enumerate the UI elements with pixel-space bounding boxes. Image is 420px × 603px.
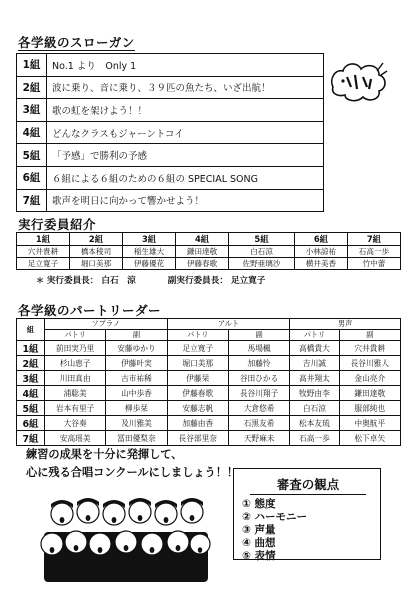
committee-header-row bbox=[17, 233, 401, 246]
sub-header: パトリ bbox=[45, 330, 106, 341]
part-leader-name: 浦聡美 bbox=[45, 386, 106, 401]
part-leader-name: 川田真由 bbox=[45, 371, 106, 386]
committee-member: 小林諒祐 bbox=[294, 246, 347, 258]
committee-leaders bbox=[36, 274, 265, 286]
committee-member: 穴井貴耕 bbox=[17, 246, 70, 258]
part-leader-name: 牧野由李 bbox=[290, 386, 339, 401]
slogan-row bbox=[17, 144, 324, 167]
part-leader-name: 安藤志帆 bbox=[167, 401, 228, 416]
part-leader-name: 安藤ゆかり bbox=[106, 341, 167, 356]
choir-illustration bbox=[40, 492, 212, 584]
alto-header: アルト bbox=[167, 319, 290, 330]
committee-class-header: 2組 bbox=[70, 233, 123, 246]
criteria-item: ③ 声量 bbox=[242, 524, 276, 536]
criteria-item: ② ハーモニー bbox=[242, 511, 308, 523]
criteria-list bbox=[242, 498, 374, 563]
slogan-text: ６組による６組のための６組の SPECIAL SONG bbox=[47, 166, 324, 189]
part-leader-name: 服部純也 bbox=[339, 401, 400, 416]
part-leader-name: 穴井貴耕 bbox=[339, 341, 400, 356]
part-leader-name: 高井翔太 bbox=[290, 371, 339, 386]
part-leader-name: 加藤怜 bbox=[228, 356, 289, 371]
slogan-text: No.1 より Only 1 bbox=[47, 54, 324, 77]
committee-class-header: 3組 bbox=[123, 233, 176, 246]
part-leader-name: 石黒友希 bbox=[228, 416, 289, 431]
slogan-text: 歌の虹を架けよう！！ bbox=[47, 99, 324, 122]
committee-class-header: 7組 bbox=[347, 233, 400, 246]
parts-class-label: 7組 bbox=[17, 431, 45, 446]
committee-member: 伊藤春歌 bbox=[176, 258, 229, 270]
closing-message bbox=[26, 446, 238, 482]
committee-member: 鎌田達敬 bbox=[176, 246, 229, 258]
slogan-class-label: 7組 bbox=[17, 189, 47, 212]
sub-header: パトリ bbox=[167, 330, 228, 341]
committee-member: 石高一歩 bbox=[347, 246, 400, 258]
committee-row bbox=[17, 258, 401, 270]
slogan-class-label: 2組 bbox=[17, 76, 47, 99]
committee-class-header: 4組 bbox=[176, 233, 229, 246]
committee-member: 堀口美那 bbox=[70, 258, 123, 270]
committee-class-header: 5組 bbox=[229, 233, 295, 246]
part-leader-name: 山中歩香 bbox=[106, 386, 167, 401]
committee-member: 横井美香 bbox=[294, 258, 347, 270]
male-header: 男声 bbox=[290, 319, 401, 330]
vice-chair-name: 足立寛子 bbox=[230, 276, 266, 286]
part-leader-name: 白石涼 bbox=[290, 401, 339, 416]
part-leader-name: 鎌田達敬 bbox=[339, 386, 400, 401]
parts-row bbox=[17, 401, 401, 416]
sub-header: 副 bbox=[106, 330, 167, 341]
part-leader-name: 長谷川翔子 bbox=[228, 386, 289, 401]
committee-member: 竹中蕾 bbox=[347, 258, 400, 270]
part-leader-name: 長谷川雅人 bbox=[339, 356, 400, 371]
parts-class-label: 2組 bbox=[17, 356, 45, 371]
part-leader-name: 伊藤栞 bbox=[167, 371, 228, 386]
committee-member: 白石涼 bbox=[229, 246, 295, 258]
part-leader-name: 加藤由香 bbox=[167, 416, 228, 431]
part-leader-name: 古市祐稀 bbox=[106, 371, 167, 386]
committee-class-header: 6組 bbox=[294, 233, 347, 246]
chair-name: 白石 涼 bbox=[101, 276, 136, 286]
committee-member: 稲生雄大 bbox=[123, 246, 176, 258]
committee-row bbox=[17, 246, 401, 258]
part-leader-name: 石高一歩 bbox=[290, 431, 339, 446]
part-leader-name: 足立寛子 bbox=[167, 341, 228, 356]
committee-member: 佐野亜璃沙 bbox=[229, 258, 295, 270]
slogan-text: 歌声を明日に向かって響かせよう！ bbox=[47, 189, 324, 212]
criteria-item: ① 態度 bbox=[242, 498, 276, 510]
slogan-table bbox=[16, 53, 324, 212]
part-leader-name: 天野麻未 bbox=[228, 431, 289, 446]
part-leader-name: 松下卓矢 bbox=[339, 431, 400, 446]
criteria-title: 審査の観点 bbox=[250, 475, 366, 495]
slogan-class-label: 4組 bbox=[17, 121, 47, 144]
parts-row bbox=[17, 356, 401, 371]
message-line-2: 心に残る合唱コンクールにしましょう！！ bbox=[26, 466, 239, 479]
part-leader-name: 伊藤叶実 bbox=[106, 356, 167, 371]
part-leader-name: 前田実乃里 bbox=[45, 341, 106, 356]
part-leader-name: 及川雅美 bbox=[106, 416, 167, 431]
part-leader-name: 大倉悠希 bbox=[228, 401, 289, 416]
parts-class-label: 5組 bbox=[17, 401, 45, 416]
decorative-cartoon-icon bbox=[327, 57, 389, 105]
vice-chair-label: 副実行委員長： bbox=[167, 276, 228, 286]
part-leader-name: 中奥航平 bbox=[339, 416, 400, 431]
slogan-row bbox=[17, 99, 324, 122]
chair-label: 実行委員長： bbox=[46, 276, 99, 286]
slogan-row bbox=[17, 54, 324, 77]
criteria-box bbox=[233, 468, 381, 560]
slogan-section-title: 各学級のスローガン bbox=[18, 35, 135, 50]
message-line-1: 練習の成果を十分に発揮して、 bbox=[26, 448, 183, 461]
part-leader-name: 吉川誠 bbox=[290, 356, 339, 371]
slogan-class-label: 3組 bbox=[17, 99, 47, 122]
criteria-item: ⑤ 表情 bbox=[242, 550, 276, 562]
slogan-class-label: 1組 bbox=[17, 54, 47, 77]
committee-class-header: 1組 bbox=[17, 233, 70, 246]
part-leader-name: 岩本有里子 bbox=[45, 401, 106, 416]
asterisk-icon: ＊ bbox=[36, 276, 47, 285]
part-leader-name: 馬場楓 bbox=[228, 341, 289, 356]
committee-member: 橋本稜司 bbox=[70, 246, 123, 258]
slogan-row bbox=[17, 189, 324, 212]
part-leader-name: 金山亮介 bbox=[339, 371, 400, 386]
part-leader-name: 長谷部里奈 bbox=[167, 431, 228, 446]
committee-member: 伊藤優花 bbox=[123, 258, 176, 270]
parts-class-label: 3組 bbox=[17, 371, 45, 386]
sub-header: パトリ bbox=[290, 330, 339, 341]
slogan-row bbox=[17, 121, 324, 144]
parts-row bbox=[17, 371, 401, 386]
slogan-row bbox=[17, 166, 324, 189]
criteria-item: ④ 曲想 bbox=[242, 537, 276, 549]
part-leader-name: 冨田優梨奈 bbox=[106, 431, 167, 446]
part-leader-name: 安高瑶美 bbox=[45, 431, 106, 446]
part-leader-name: 柳歩栞 bbox=[106, 401, 167, 416]
sub-header: 副 bbox=[339, 330, 400, 341]
parts-row bbox=[17, 431, 401, 446]
parts-class-label: 6組 bbox=[17, 416, 45, 431]
sub-header: 副 bbox=[228, 330, 289, 341]
soprano-header: ソプラノ bbox=[45, 319, 168, 330]
committee-member: 足立寛子 bbox=[17, 258, 70, 270]
slogan-class-label: 5組 bbox=[17, 144, 47, 167]
committee-section-title: 実行委員紹介 bbox=[18, 217, 97, 232]
parts-class-label: 4組 bbox=[17, 386, 45, 401]
class-column-header: 組 bbox=[17, 319, 45, 341]
part-leader-name: 伊藤春歌 bbox=[167, 386, 228, 401]
committee-table bbox=[16, 232, 401, 270]
part-leader-name: 谷田ひかる bbox=[228, 371, 289, 386]
part-leader-name: 杉山恵子 bbox=[45, 356, 106, 371]
slogan-text: 波に乗り、音に乗り、３９匹の魚たち、いざ出航！ bbox=[47, 76, 324, 99]
part-leader-name: 堀口美那 bbox=[167, 356, 228, 371]
parts-section-title: 各学級のパートリーダー bbox=[18, 303, 162, 318]
slogan-class-label: 6組 bbox=[17, 166, 47, 189]
slogan-text: どんなクラスもジャーントコイ bbox=[47, 121, 324, 144]
parts-row bbox=[17, 386, 401, 401]
slogan-text: 「予感」で勝利の予感 bbox=[47, 144, 324, 167]
parts-row bbox=[17, 416, 401, 431]
parts-row bbox=[17, 341, 401, 356]
part-leader-name: 松本友琉 bbox=[290, 416, 339, 431]
slogan-row bbox=[17, 76, 324, 99]
part-leader-name: 高橋貴大 bbox=[290, 341, 339, 356]
parts-table bbox=[16, 318, 401, 446]
parts-class-label: 1組 bbox=[17, 341, 45, 356]
part-leader-name: 大谷奏 bbox=[45, 416, 106, 431]
